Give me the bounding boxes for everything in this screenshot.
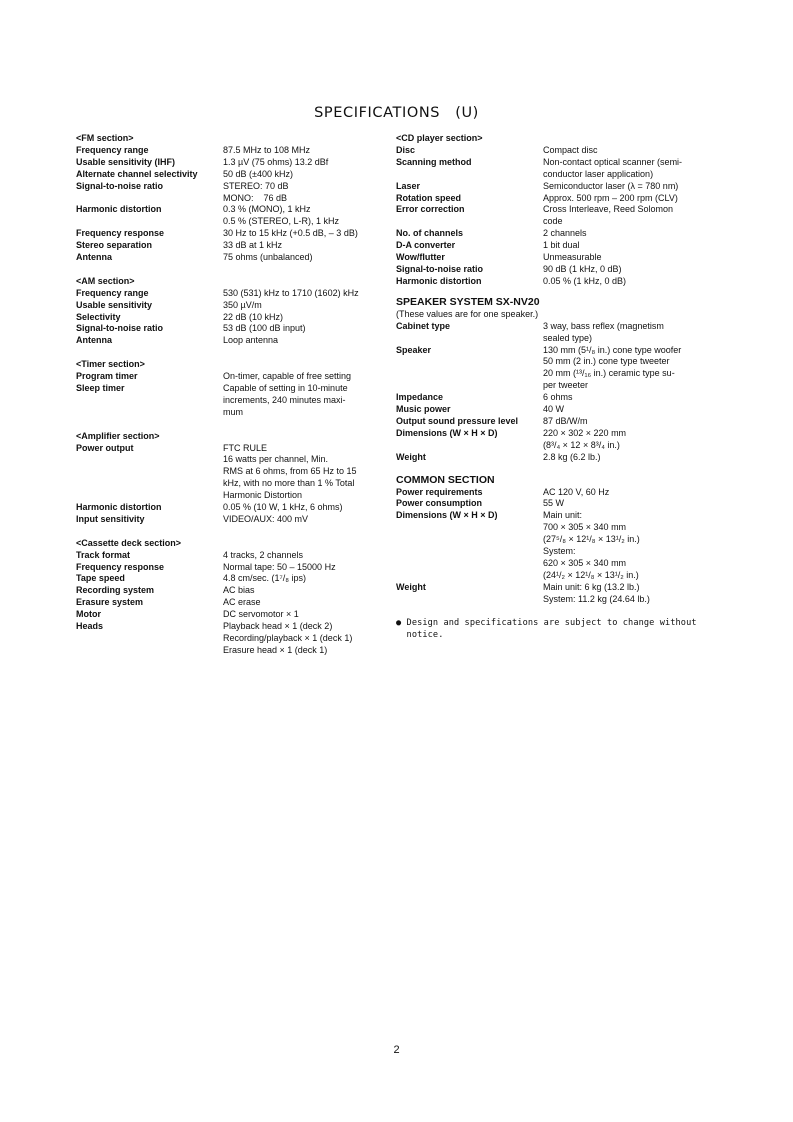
- section-heading: <AM section>: [76, 275, 135, 286]
- spec-label: Sleep timer: [76, 383, 125, 393]
- spec-value: 0.3 % (MONO), 1 kHz 0.5 % (STEREO, L-R), 1 kHz: [223, 204, 340, 227]
- spec-row: [76, 585, 362, 597]
- spec-row: [396, 416, 688, 428]
- spec-row: [396, 428, 688, 452]
- spec-value: AC 120 V, 60 Hz: [543, 486, 610, 497]
- section-heading: <Cassette deck section>: [76, 537, 182, 548]
- spec-label: Impedance: [396, 392, 444, 403]
- spec-label: Signal-to-noise ratio: [76, 180, 164, 191]
- spec-value: 130 mm (5¹/₈ in.) cone type woofer 50 mm (2 in.) cone type tweeter 20 mm (¹³/₁₆ in.) ceramic type su- per tweeter: [543, 344, 682, 391]
- spec-label: Track format: [76, 549, 131, 560]
- spec-row: [396, 452, 688, 464]
- spec-label: Output sound pressure level: [396, 415, 519, 426]
- spec-label: Input sensitivity: [76, 513, 145, 524]
- spec-row: [396, 498, 688, 510]
- spec-value: 350 µV/m: [223, 299, 262, 310]
- spec-row: [396, 276, 688, 288]
- spec-value: 30 Hz to 15 kHz (+0.5 dB, – 3 dB): [223, 228, 358, 239]
- spec-label: Antenna: [76, 252, 112, 263]
- spec-label: Signal-to-noise ratio: [396, 263, 484, 274]
- spec-row: [76, 443, 362, 503]
- spec-label: Harmonic distortion: [396, 275, 482, 286]
- spec-value: FTC RULE 16 watts per channel, Min. RMS at 6 ohms, from 65 Hz to 15 kHz, with no more than 1 % Total Harmonic Distortion: [223, 442, 357, 501]
- spec-label: Scanning method: [396, 156, 472, 167]
- spec-row: [76, 145, 362, 157]
- spec-row: [76, 597, 362, 609]
- spec-value: DC servomotor × 1: [223, 609, 299, 620]
- spec-row: [76, 550, 362, 562]
- spec-label: Cabinet type: [396, 320, 451, 331]
- spec-value: 1 bit dual: [543, 240, 580, 251]
- spec-value: Normal tape: 50 – 15000 Hz: [223, 561, 336, 572]
- spec-label: No. of channels: [396, 228, 464, 239]
- spec-label: D-A converter: [396, 240, 456, 251]
- spec-value: STEREO: 70 dB MONO: 76 dB: [223, 180, 289, 203]
- spec-row: [76, 204, 362, 228]
- footnote: ● Design and specifications are subject to change without notice.: [396, 617, 697, 641]
- left-column: [76, 133, 362, 657]
- spec-value: 0.05 % (1 kHz, 0 dB): [543, 275, 627, 286]
- spec-label: Dimensions (W × H × D): [396, 427, 498, 438]
- spec-value: AC bias: [223, 585, 255, 596]
- spec-value: 1.3 µV (75 ohms) 13.2 dBf: [223, 156, 329, 167]
- spec-row: [396, 204, 688, 228]
- spec-label: Erasure system: [76, 597, 144, 608]
- cd-section: [396, 133, 688, 288]
- spec-row: [76, 383, 362, 419]
- spec-value: 4.8 cm/sec. (1⁷/₈ ips): [223, 573, 307, 584]
- spec-value: Playback head × 1 (deck 2) Recording/playback × 1 (deck 1) Erasure head × 1 (deck 1): [223, 621, 353, 655]
- spec-row: [396, 392, 688, 404]
- spec-label: Laser: [396, 180, 421, 191]
- spec-label: Power requirements: [396, 486, 483, 497]
- spec-row: [396, 264, 688, 276]
- spec-row: [396, 181, 688, 193]
- spec-label: Signal-to-noise ratio: [76, 323, 164, 334]
- spec-label: Heads: [76, 621, 104, 632]
- spec-row: [396, 487, 688, 499]
- spec-value: 2 channels: [543, 228, 587, 239]
- spec-row: [76, 562, 362, 574]
- speaker-rows: [396, 321, 688, 464]
- spec-value: 4 tracks, 2 channels: [223, 549, 304, 560]
- spec-label: Speaker: [396, 344, 432, 355]
- spec-row: [76, 228, 362, 240]
- spec-label: Frequency response: [76, 228, 165, 239]
- spec-row: [76, 288, 362, 300]
- spec-row: [396, 582, 688, 606]
- spec-row: [76, 300, 362, 312]
- spec-row: [76, 169, 362, 181]
- spec-row: [396, 345, 688, 393]
- section-heading: <FM section>: [76, 133, 134, 143]
- spec-label: Error correction: [396, 204, 465, 215]
- spec-value: 220 × 302 × 220 mm (8³/₄ × 12 × 8³/₄ in.): [543, 427, 627, 450]
- spec-label: Motor: [76, 609, 101, 620]
- spec-row: [396, 193, 688, 205]
- spec-value: 40 W: [543, 404, 565, 415]
- spec-label: Recording system: [76, 585, 155, 596]
- spec-value: Cross Interleave, Reed Solomon code: [543, 204, 674, 227]
- spec-label: Antenna: [76, 335, 112, 346]
- spec-value: AC erase: [223, 597, 261, 608]
- spec-label: Harmonic distortion: [76, 502, 162, 513]
- spec-value: 87 dB/W/m: [543, 415, 588, 426]
- spec-row: [396, 321, 688, 345]
- spec-value: VIDEO/AUX: 400 mV: [223, 513, 309, 524]
- spec-row: [76, 621, 362, 657]
- spec-row: [396, 240, 688, 252]
- spec-row: [396, 404, 688, 416]
- page-title: SPECIFICATIONS (U): [314, 105, 479, 121]
- spec-label: Music power: [396, 404, 451, 415]
- spec-row: [76, 335, 362, 347]
- spec-label: Usable sensitivity (IHF): [76, 156, 176, 167]
- spec-row: [396, 252, 688, 264]
- spec-label: Rotation speed: [396, 192, 462, 203]
- spec-value: Non-contact optical scanner (semi- conductor laser application): [543, 156, 683, 179]
- spec-value: Approx. 500 rpm – 200 rpm (CLV): [543, 192, 678, 203]
- spec-label: Program timer: [76, 371, 138, 382]
- spec-value: 0.05 % (10 W, 1 kHz, 6 ohms): [223, 502, 343, 513]
- spec-value: Unmeasurable: [543, 252, 602, 263]
- spec-value: 6 ohms: [543, 392, 573, 403]
- spec-value: Loop antenna: [223, 335, 279, 346]
- spec-value: 50 dB (±400 kHz): [223, 168, 293, 179]
- spec-row: [76, 514, 362, 526]
- spec-value: 55 W: [543, 498, 565, 509]
- spec-row: [396, 228, 688, 240]
- spec-value: 90 dB (1 kHz, 0 dB): [543, 263, 622, 274]
- spec-row: [396, 510, 688, 581]
- spec-value: 3 way, bass reflex (magnetism sealed type): [543, 320, 664, 343]
- right-column: [396, 133, 697, 642]
- speaker-note: (These values are for one speaker.): [396, 308, 539, 319]
- spec-label: Frequency response: [76, 561, 165, 572]
- common-rows: [396, 487, 688, 606]
- spec-label: Alternate channel selectivity: [76, 168, 198, 179]
- spec-label: Frequency range: [76, 287, 149, 298]
- spec-label: Harmonic distortion: [76, 204, 162, 215]
- spec-value: 53 dB (100 dB input): [223, 323, 306, 334]
- spec-value: Main unit: 700 × 305 × 340 mm (27⁵/₈ × 12¹/₈ × 13¹/₂ in.) System: 620 × 305 × 340 mm (24¹/₂ × 12¹/₈ × 13¹/₂ in.): [543, 510, 640, 580]
- spec-value: 33 dB at 1 kHz: [223, 240, 283, 251]
- spec-value: Semiconductor laser (λ = 780 nm): [543, 180, 679, 191]
- spec-label: Usable sensitivity: [76, 299, 153, 310]
- spec-value: Compact disc: [543, 144, 598, 155]
- spec-row: [396, 157, 688, 181]
- spec-row: [76, 502, 362, 514]
- spec-row: [396, 145, 688, 157]
- spec-label: Tape speed: [76, 573, 125, 584]
- spec-value: On-timer, capable of free setting: [223, 371, 352, 382]
- spec-row: [76, 252, 362, 264]
- spec-label: Weight: [396, 581, 426, 592]
- spec-value: 87.5 MHz to 108 MHz: [223, 144, 311, 155]
- spec-row: [76, 312, 362, 324]
- spec-row: [76, 181, 362, 205]
- spec-value: Capable of setting in 10-minute increments, 240 minutes maxi- mum: [223, 383, 348, 417]
- page-number: 2: [393, 1044, 400, 1056]
- spec-label: Disc: [396, 144, 416, 155]
- spec-value: 22 dB (10 kHz): [223, 311, 284, 322]
- spec-label: Frequency range: [76, 144, 149, 155]
- spec-label: Weight: [396, 451, 426, 462]
- spec-value: 75 ohms (unbalanced): [223, 252, 313, 263]
- section-heading: <CD player section>: [396, 133, 483, 143]
- spec-label: Dimensions (W × H × D): [396, 510, 498, 521]
- spec-value: 530 (531) kHz to 1710 (1602) kHz: [223, 287, 359, 298]
- spec-label: Power consumption: [396, 498, 483, 509]
- spec-value: Main unit: 6 kg (13.2 lb.) System: 11.2 kg (24.64 lb.): [543, 581, 650, 604]
- spec-row: [76, 609, 362, 621]
- spec-label: Power output: [76, 442, 134, 453]
- spec-row: [76, 157, 362, 169]
- speaker-heading: SPEAKER SYSTEM SX-NV20: [396, 295, 540, 308]
- spec-label: Stereo separation: [76, 240, 153, 251]
- section-heading: <Timer section>: [76, 359, 145, 370]
- spec-label: Wow/flutter: [396, 252, 445, 263]
- spec-row: [76, 573, 362, 585]
- spec-label: Selectivity: [76, 311, 121, 322]
- spec-value: 2.8 kg (6.2 lb.): [543, 451, 601, 462]
- spec-row: [76, 371, 362, 383]
- common-heading: COMMON SECTION: [396, 473, 495, 486]
- spec-row: [76, 240, 362, 252]
- spec-row: [76, 323, 362, 335]
- section-heading: <Amplifier section>: [76, 430, 160, 441]
